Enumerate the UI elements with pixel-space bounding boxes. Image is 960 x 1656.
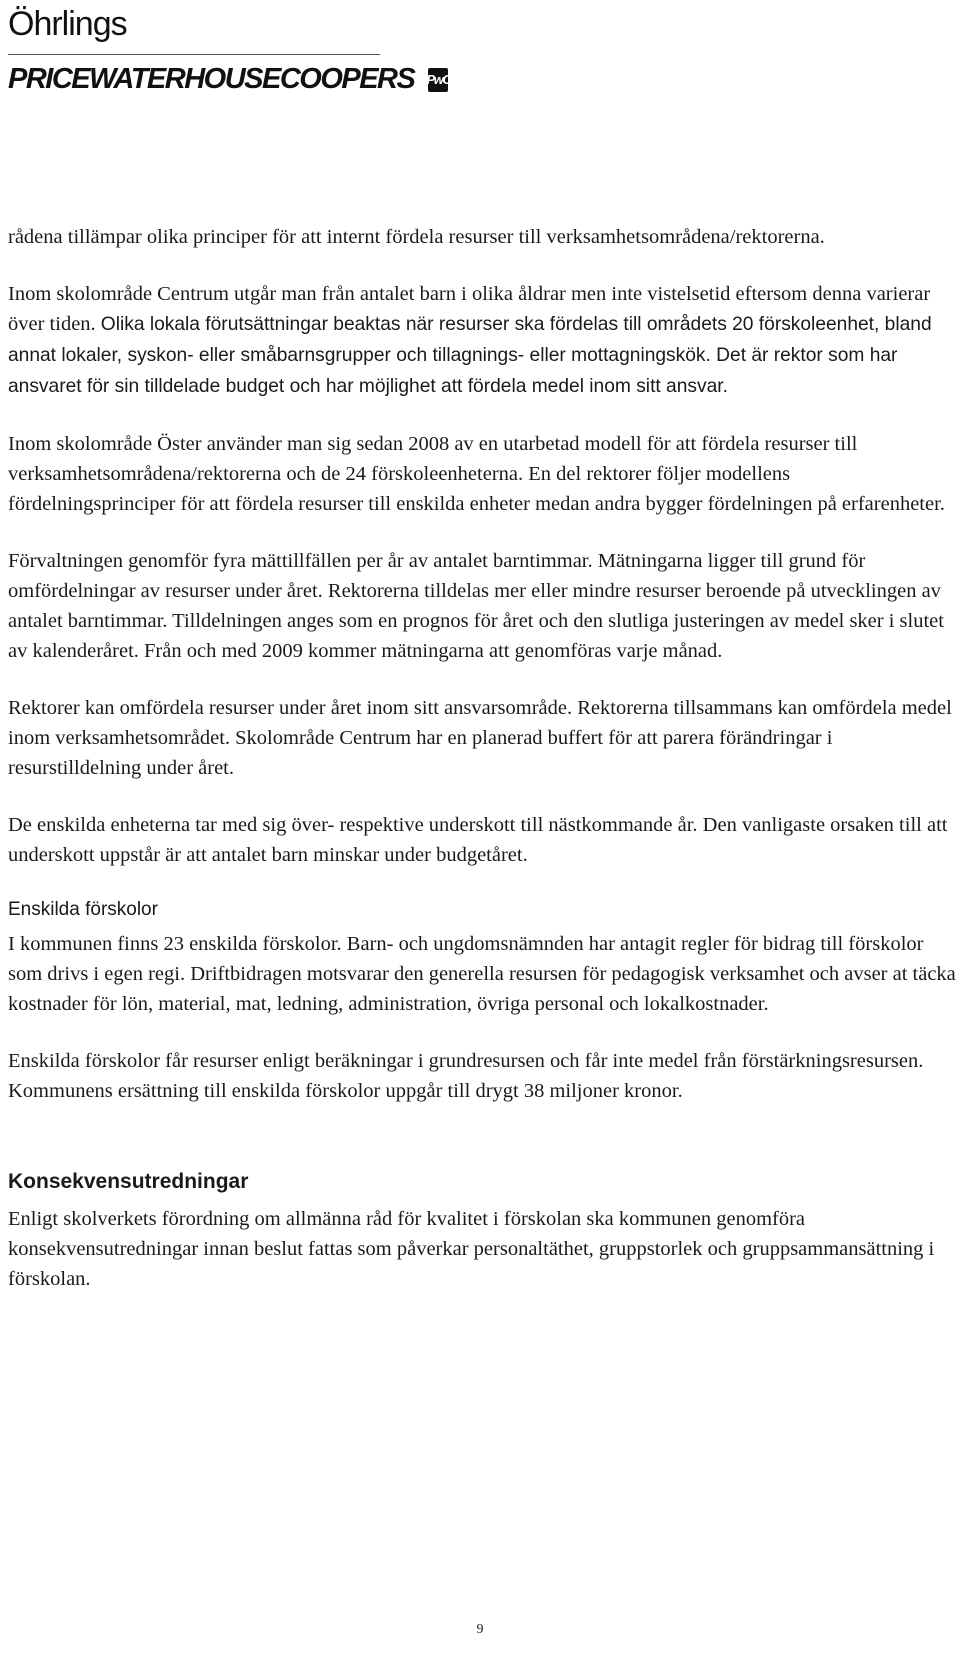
logo-seal-icon: PwC	[428, 68, 448, 92]
logo-wordmark: PRICEWATERHOUSECOOPERS	[8, 63, 415, 95]
document-header	[8, 4, 451, 96]
paragraph-serif-part: Inom skolområde Centrum utgår man från antalet barn i olika åldrar men inte vistelsetid eftersom denna varierar över tiden.	[8, 283, 931, 335]
paragraph	[8, 279, 958, 402]
paragraph: Inom skolområde Öster använder man sig sedan 2008 av en utarbetad modell för att fördela resurser till verksamhetsområdena/rektorerna och de 24 förskoleenheterna. En del rektorer följer modellens fördelningsprinciper för att fördela resurser till enskilda enheter medan andra bygger fördelningen på erfarenheter.	[8, 433, 945, 515]
logo-pricewaterhousecoopers	[8, 63, 451, 96]
paragraph: I kommunen finns 23 enskilda förskolor. Barn- och ungdomsnämnden har antagit regler för bidrag till förskolor som drivs i egen regi. Driftbidragen motsvarar den generella resursen för pedagogisk verksamhet och avser at täcka kostnader för lön, material, mat, ledning, administration, övriga personal och lokalkostnader.	[8, 933, 956, 1015]
section-heading-konsekvensutredningar: Konsekvensutredningar	[8, 1170, 249, 1193]
header-divider	[8, 54, 380, 55]
paragraph: rådena tillämpar olika principer för att internt fördela resurser till verksamhetsområdena/rektorerna.	[8, 226, 825, 248]
paragraph: Enligt skolverkets förordning om allmänna råd för kvalitet i förskolan ska kommunen genomföra konsekvensutredningar innan beslut fattas som påverkar personaltäthet, gruppstorlek och gruppsammansättning i förskolan.	[8, 1208, 935, 1290]
page-number: 9	[476, 1622, 484, 1637]
document-body	[8, 222, 958, 1321]
paragraph: Enskilda förskolor får resurser enligt beräkningar i grundresursen och får inte medel från förstärkningsresursen. Kommunens ersättning till enskilda förskolor uppgår till drygt 38 miljoner kronor.	[8, 1050, 924, 1102]
paragraph-sans-part: Olika lokala förutsättningar beaktas när resurser ska fördelas till områdets 20 förskoleenhet, bland annat lokaler, syskon- eller småbarnsgrupper och tillagnings- eller mottagningskök. Det är rektor som har ansvaret för sin tilldelade budget och har möjlighet att fördela medel inom sitt ansvar.	[8, 314, 932, 397]
paragraph: Förvaltningen genomför fyra mättillfällen per år av antalet barntimmar. Mätningarna ligger till grund för omfördelningar av resurser under året. Rektorerna tilldelas mer eller mindre resurser beroende på utvecklingen av antalet barntimmar. Tilldelningen anges som en prognos för året och den slutliga justeringen av medel sker i slutet av kalenderåret. Från och med 2009 kommer mätningarna att genomföras varje månad.	[8, 550, 944, 662]
paragraph: Rektorer kan omfördela resurser under året inom sitt ansvarsområde. Rektorerna tillsammans kan omfördela medel inom verksamhetsområdet. Skolområde Centrum har en planerad buffert för att parera förändringar i resurstilldelning under året.	[8, 697, 952, 779]
section-heading-enskilda-forskolor: Enskilda förskolor	[8, 899, 158, 920]
paragraph: De enskilda enheterna tar med sig över- respektive underskott till nästkommande år. Den vanligaste orsaken till att underskott uppstår är att antalet barn minskar under budgetåret.	[8, 814, 948, 866]
brand-name-ohrlings: Öhrlings	[8, 5, 127, 43]
